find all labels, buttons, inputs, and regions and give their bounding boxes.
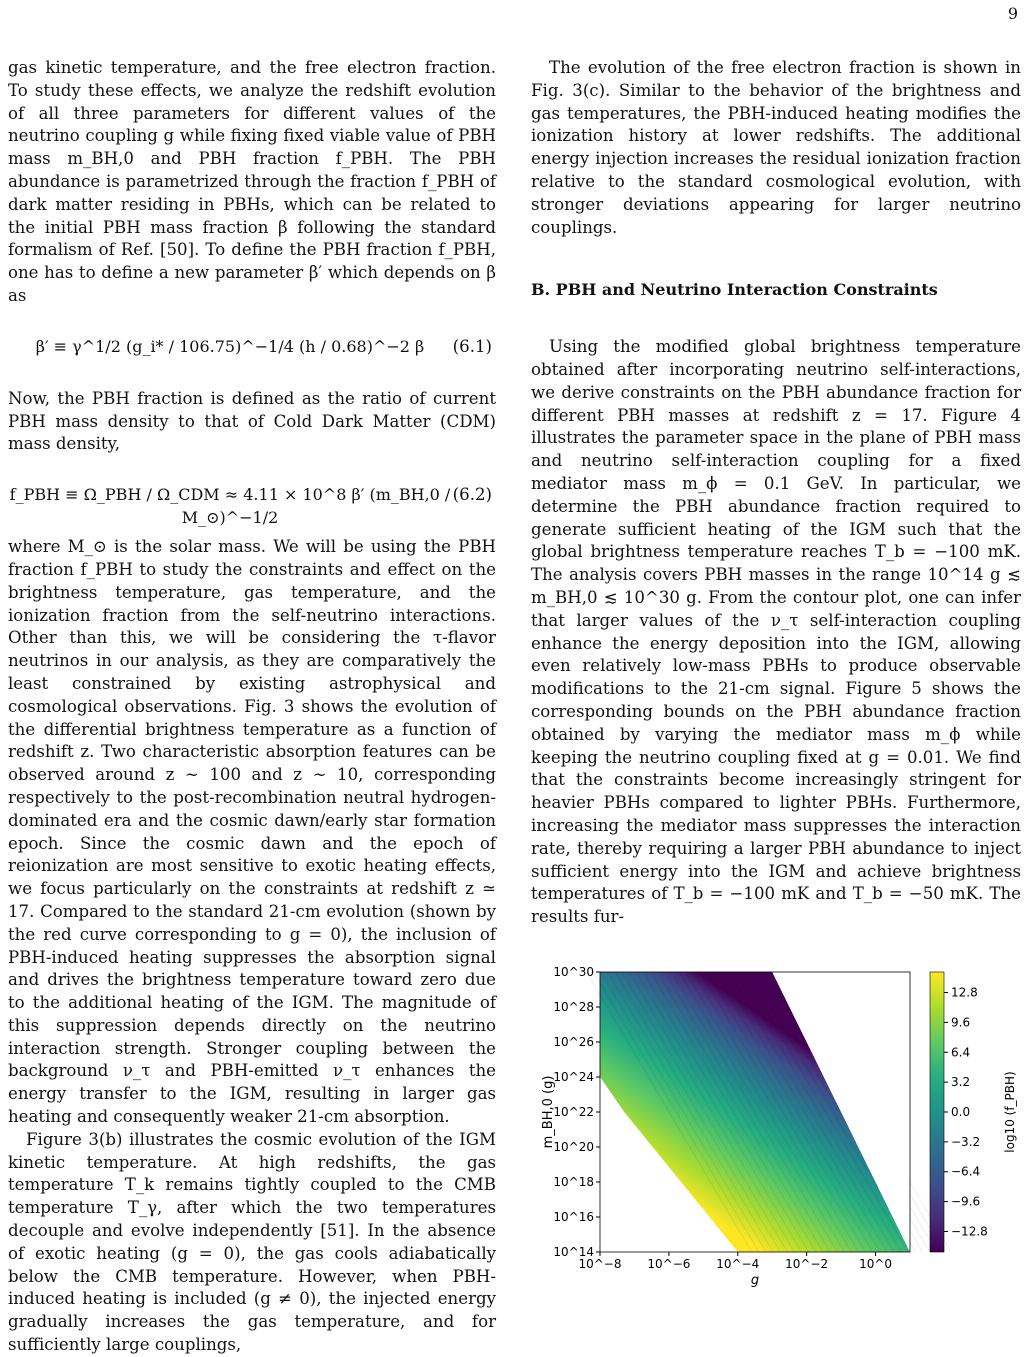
equation-6-2-body: f_PBH ≡ Ω_PBH / Ω_CDM ≈ 4.11 × 10^8 β′ (m_BH,0 / M_⊙)^−1/2 (9, 485, 451, 527)
y-tick-label: 10^30 (553, 965, 594, 979)
left-paragraph-4: Figure 3(b) illustrates the cosmic evolution of the IGM kinetic temperature. At high redshifts, the gas temperature T_k remains tightly coupled to the CMB temperature T_γ, after which the two temperatures decouple and evolve independently [51]. In the absence of exotic heating (g = 0), the gas cools adiabatically below the CMB temperature. However, when PBH-induced heating is included (g ≠ 0), the injected energy gradually increases the gas temperature, and for sufficiently large couplings, (8, 1129, 496, 1355)
x-tick-label: 10^0 (859, 1257, 893, 1271)
colorbar-tick-label: 0.0 (951, 1105, 971, 1119)
y-tick-label: 10^22 (553, 1105, 594, 1119)
y-tick-label: 10^24 (553, 1070, 594, 1084)
y-tick-label: 10^20 (553, 1140, 594, 1154)
x-tick-label: 10^−8 (578, 1257, 622, 1271)
y-tick-label: 10^14 (553, 1245, 594, 1259)
y-axis-label: m_BH,0 (g) (541, 1075, 556, 1149)
page-number: 9 (1007, 4, 1018, 23)
left-column (8, 57, 496, 1357)
left-paragraph-2: Now, the PBH fraction is defined as the ratio of current PBH mass density to that of Cold Dark Matter (CDM) mass density, (8, 388, 496, 454)
equation-6-1-number: (6.1) (452, 336, 492, 356)
equation-6-1 (8, 318, 496, 378)
right-paragraph-1: The evolution of the free electron fraction is shown in Fig. 3(c). Similar to the behavior of the brightness and gas temperatures, the PBH-induced heating modifies the ionization history at lower redshifts. The additional energy injection increases the residual ionization fraction relative to the standard cosmological evolution, with stronger deviations appearing for larger neutrino couplings. (531, 58, 1021, 237)
right-column (531, 57, 1021, 929)
y-tick-label: 10^18 (553, 1175, 594, 1189)
colorbar-tick-label: 6.4 (951, 1045, 971, 1060)
y-tick-label: 10^16 (553, 1210, 594, 1224)
left-paragraph-3: where M_⊙ is the solar mass. We will be using the PBH fraction f_PBH to study the constraints and effect on the brightness temperature, gas temperature, and the ionization fraction from the self-neutrino interactions. Other than this, we will be considering the τ-flavor neutrinos in our analysis, as they are comparatively the least constrained by existing astrophysical and cosmological observations. Fig. 3 shows the evolution of the differential brightness temperature as a function of redshift z. Two characteristic absorption features can be observed around z ∼ 100 and z ∼ 10, corresponding respectively to the post-recombination neutral hydrogen-dominated era and the cosmic dawn/early star formation epoch. Since the cosmic dawn and the epoch of reionization are most sensitive to exotic heating effects, we focus particularly on the constraints at redshift z ≃ 17. Compared to the standard 21-cm evolution (shown by the red curve corresponding to g = 0), the inclusion of PBH-induced heating suppresses the absorption signal and drives the brightness temperature toward zero due to the additional heating of the IGM. The magnitude of this suppression depends directly on the neutrino interaction strength. Stronger coupling between the background ν_τ and PBH-emitted ν_τ enhances the energy transfer to the IGM, resulting in larger gas heating and consequently weaker 21-cm absorption. (8, 537, 496, 1127)
x-tick-label: 10^−6 (647, 1257, 691, 1271)
x-tick-label: 10^−2 (785, 1257, 829, 1271)
equation-6-2 (8, 466, 496, 526)
section-title: B. PBH and Neutrino Interaction Constraints (531, 280, 938, 300)
equation-6-2-number: (6.2) (452, 485, 492, 505)
y-tick-label: 10^28 (553, 1000, 594, 1014)
left-paragraph-1: gas kinetic temperature, and the free electron fraction. To study these effects, we analyze the redshift evolution of all three parameters for different values of the neutrino coupling g while fixing fixed viable value of PBH mass m_BH,0 and PBH fraction f_PBH. The PBH abundance is parametrized through the fraction f_PBH of dark matter residing in PBHs, which can be related to the initial PBH mass fraction β following the standard formalism of Ref. [50]. To define the PBH fraction f_PBH, one has to define a new parameter β′ which depends on β as (8, 58, 496, 305)
colorbar-tick-label: 12.8 (951, 985, 978, 1000)
colorbar-label: log10 (f_PBH) (1003, 1071, 1017, 1153)
colorbar-tick-label: −6.4 (951, 1164, 981, 1179)
colorbar-tick-label: −9.6 (951, 1194, 981, 1209)
contour-plot (530, 960, 1025, 1300)
y-tick-label: 10^26 (553, 1035, 594, 1049)
colorbar-tick-label: 3.2 (951, 1075, 971, 1090)
colorbar-tick-label: −12.8 (951, 1224, 988, 1239)
right-paragraph-2: Using the modified global brightness temperature obtained after incorporating neutrino self-interactions, we derive constraints on the PBH abundance fraction for different PBH masses at redshift z = 17. Figure 4 illustrates the parameter space in the plane of PBH mass and neutrino self-interaction coupling for a fixed mediator mass m_ϕ = 0.1 GeV. In particular, we determine the PBH abundance fraction required to generate sufficient heating of the IGM such that the global brightness temperature reaches T_b = −100 mK. The analysis covers PBH masses in the range 10^14 g ≲ m_BH,0 ≲ 10^30 g. From the contour plot, one can infer that larger values of the ν_τ self-interaction coupling enhance the energy deposition into the IGM, allowing even relatively low-mass PBHs to produce observable modifications to the 21-cm signal. Figure 5 shows the corresponding bounds on the PBH abundance fraction obtained by varying the mediator mass m_ϕ while keeping the neutrino coupling fixed at g = 0.01. We find that the constraints become increasingly stringent for heavier PBHs compared to lighter PBHs. Furthermore, increasing the mediator mass suppresses the interaction rate, thereby requiring a larger PBH abundance to inject sufficient energy into the IGM and achieve brightness temperatures of T_b = −100 mK and T_b = −50 mK. The results fur- (531, 337, 1021, 927)
plot-area (541, 965, 1017, 1288)
colorbar-tick-label: 9.6 (951, 1015, 971, 1030)
figure-4 (530, 960, 1025, 1300)
x-axis-label: g (750, 1273, 760, 1288)
equation-6-1-body: β′ ≡ γ^1/2 (g_i* / 106.75)^−1/4 (h / 0.68)^−2 β (35, 336, 425, 356)
colorbar (930, 972, 944, 1252)
x-tick-label: 10^−4 (716, 1257, 760, 1271)
colorbar-tick-label: −3.2 (951, 1134, 981, 1149)
